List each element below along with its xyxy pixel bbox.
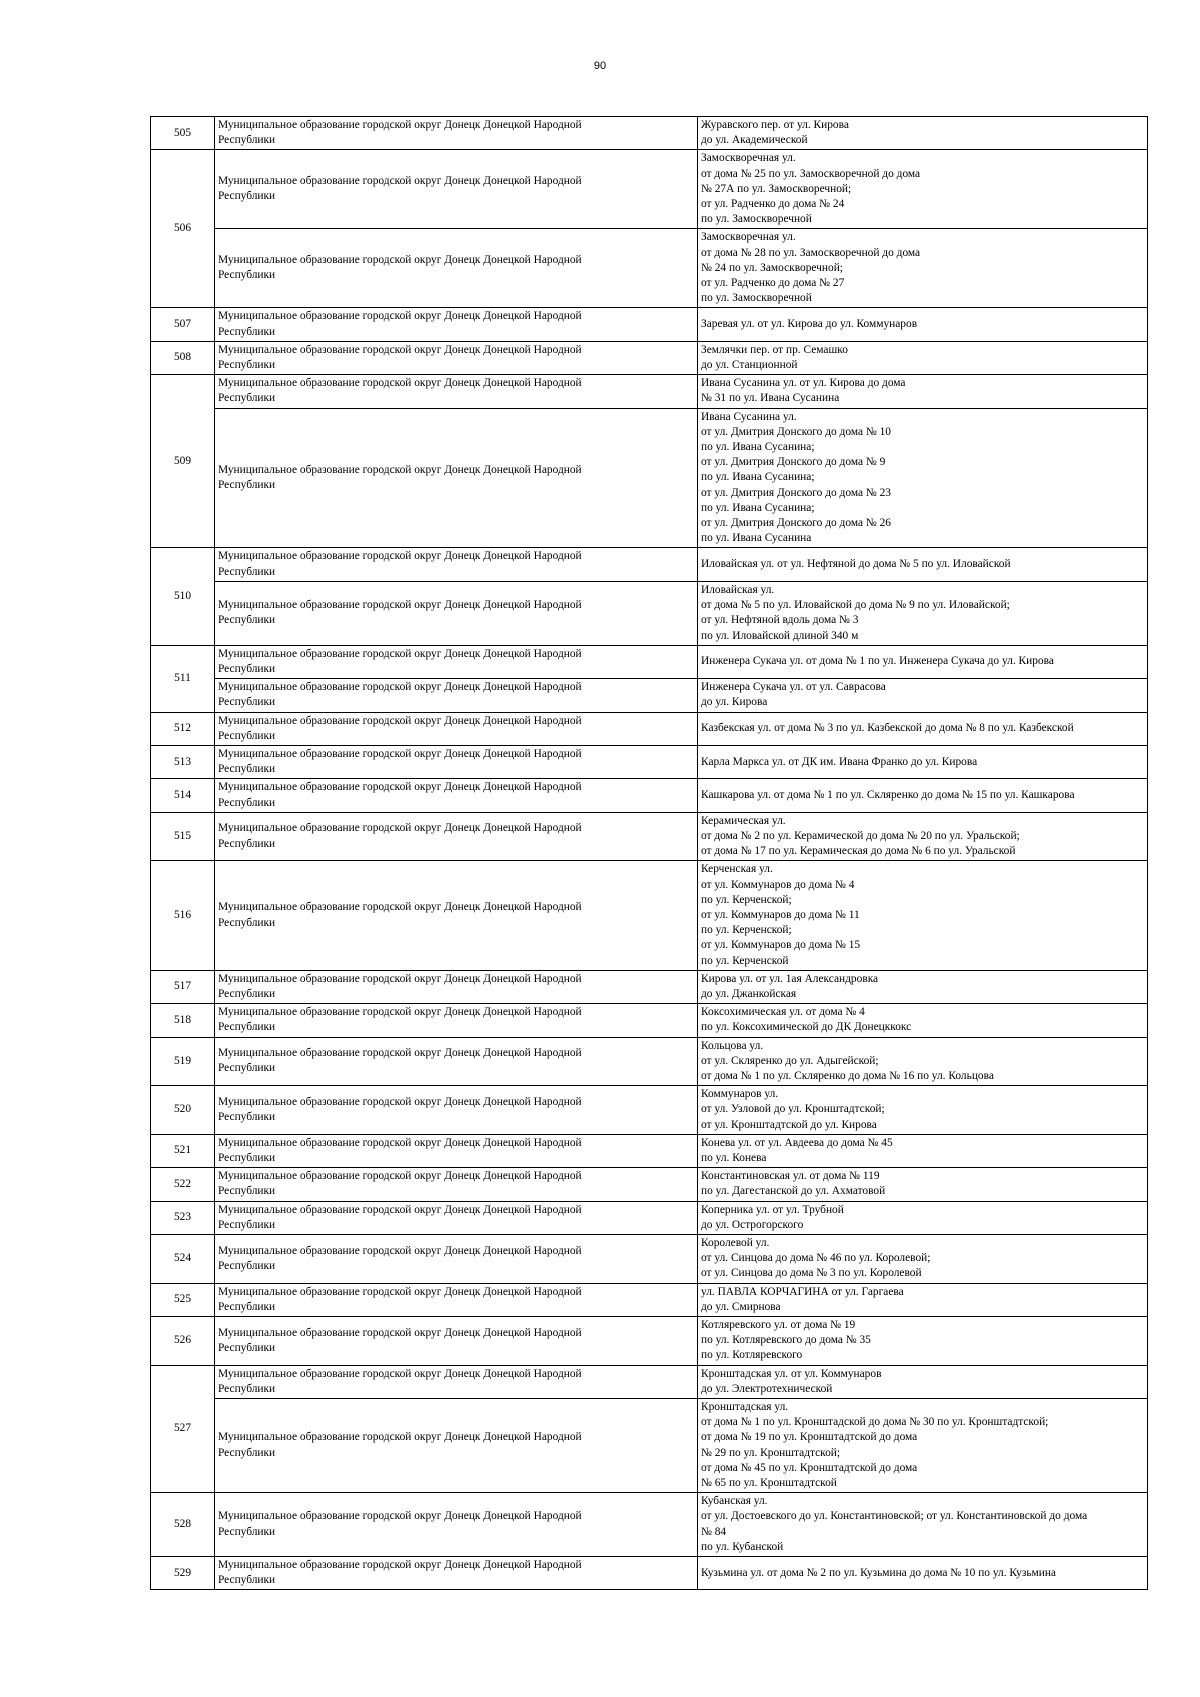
municipality-cell: Муниципальное образование городской округ Донецк Донецкой Народной Республики [215,1134,698,1167]
row-number: 529 [151,1557,215,1590]
row-number: 527 [151,1365,215,1493]
row-number: 524 [151,1235,215,1284]
street-cell: Инженера Сукача ул. от ул. Саврасова до ул. Кирова [698,679,1148,712]
street-cell: Замоскворечная ул. от дома № 28 по ул. Замоскворечной до дома № 24 по ул. Замоскворечной; от ул. Радченко до дома № 27 по ул. Замоскворечной [698,229,1148,308]
roads-table [150,116,1148,1590]
street-cell: Керченская ул. от ул. Коммунаров до дома № 4 по ул. Керченской; от ул. Коммунаров до дома № 11 по ул. Керченской; от ул. Коммунаров до дома № 15 по ул. Керченской [698,861,1148,970]
municipality-cell: Муниципальное образование городской округ Донецк Донецкой Народной Республики [215,1004,698,1037]
row-number: 516 [151,861,215,970]
row-number: 522 [151,1168,215,1201]
street-cell: Землячки пер. от пр. Семашко до ул. Станционной [698,341,1148,374]
table-row [151,745,1148,778]
table-row [151,1283,1148,1316]
row-number: 505 [151,117,215,150]
street-cell: Ивана Сусанина ул. от ул. Кирова до дома № 31 по ул. Ивана Сусанина [698,375,1148,408]
municipality-cell: Муниципальное образование городской округ Донецк Донецкой Народной Республики [215,408,698,548]
street-cell: Кубанская ул. от ул. Достоевского до ул. Константиновской; от ул. Константиновской до дома № 84 по ул. Кубанской [698,1493,1148,1557]
municipality-cell: Муниципальное образование городской округ Донецк Донецкой Народной Республики [215,308,698,341]
row-number: 517 [151,970,215,1003]
row-number: 509 [151,375,215,548]
table-row [151,408,1148,548]
street-cell: Журавского пер. от ул. Кирова до ул. Академической [698,117,1148,150]
municipality-cell: Муниципальное образование городской округ Донецк Донецкой Народной Республики [215,1493,698,1557]
street-cell: Конева ул. от ул. Авдеева до дома № 45 по ул. Конева [698,1134,1148,1167]
street-cell: Королевой ул. от ул. Синцова до дома № 46 по ул. Королевой; от ул. Синцова до дома № 3 по ул. Королевой [698,1235,1148,1284]
row-number: 515 [151,812,215,861]
municipality-cell: Муниципальное образование городской округ Донецк Донецкой Народной Республики [215,1168,698,1201]
street-cell: Кирова ул. от ул. 1ая Александровка до ул. Джанкойская [698,970,1148,1003]
street-cell: Казбекская ул. от дома № 3 по ул. Казбекской до дома № 8 по ул. Казбекской [698,712,1148,745]
table-row [151,341,1148,374]
municipality-cell: Муниципальное образование городской округ Донецк Донецкой Народной Республики [215,117,698,150]
municipality-cell: Муниципальное образование городской округ Донецк Донецкой Народной Республики [215,375,698,408]
table-row [151,1134,1148,1167]
municipality-cell: Муниципальное образование городской округ Донецк Донецкой Народной Республики [215,341,698,374]
row-number: 514 [151,779,215,812]
table-row [151,1004,1148,1037]
row-number: 511 [151,645,215,712]
row-number: 525 [151,1283,215,1316]
municipality-cell: Муниципальное образование городской округ Донецк Донецкой Народной Республики [215,229,698,308]
table-body [151,117,1148,1590]
municipality-cell: Муниципальное образование городской округ Донецк Донецкой Народной Республики [215,1557,698,1590]
table-row [151,712,1148,745]
street-cell: Кронштадская ул. от ул. Коммунаров до ул. Электротехнической [698,1365,1148,1398]
row-number: 507 [151,308,215,341]
street-cell: Иловайская ул. от дома № 5 по ул. Иловайской до дома № 9 по ул. Иловайской; от ул. Нефтяной вдоль дома № 3 по ул. Иловайской длиной 340 м [698,581,1148,645]
municipality-cell: Муниципальное образование городской округ Донецк Донецкой Народной Республики [215,679,698,712]
table-row [151,970,1148,1003]
street-cell: ул. ПАВЛА КОРЧАГИНА от ул. Гаргаева до ул. Смирнова [698,1283,1148,1316]
municipality-cell: Муниципальное образование городской округ Донецк Донецкой Народной Республики [215,548,698,581]
street-cell: Кольцова ул. от ул. Скляренко до ул. Адыгейской; от дома № 1 по ул. Скляренко до дома № 16 по ул. Кольцова [698,1037,1148,1086]
row-number: 521 [151,1134,215,1167]
street-cell: Коммунаров ул. от ул. Узловой до ул. Кронштадтской; от ул. Кронштадтской до ул. Кирова [698,1086,1148,1135]
municipality-cell: Муниципальное образование городской округ Донецк Донецкой Народной Республики [215,970,698,1003]
table-row [151,1037,1148,1086]
table-row [151,1086,1148,1135]
row-number: 512 [151,712,215,745]
street-cell: Ивана Сусанина ул. от ул. Дмитрия Донского до дома № 10 по ул. Ивана Сусанина; от ул. Дмитрия Донского до дома № 9 по ул. Ивана Сусанина; от ул. Дмитрия Донского до дома № 23 по ул. Ивана Сусанина; от ул. Дмитрия Донского до дома № 26 по ул. Ивана Сусанина [698,408,1148,548]
table-row [151,1493,1148,1557]
table-row [151,861,1148,970]
table-row [151,581,1148,645]
table-row [151,308,1148,341]
row-number: 528 [151,1493,215,1557]
municipality-cell: Муниципальное образование городской округ Донецк Донецкой Народной Республики [215,745,698,778]
table-row [151,375,1148,408]
table-row [151,1557,1148,1590]
table-row [151,779,1148,812]
row-number: 519 [151,1037,215,1086]
table-row [151,229,1148,308]
street-cell: Кузьмина ул. от дома № 2 по ул. Кузьмина до дома № 10 по ул. Кузьмина [698,1557,1148,1590]
table-row [151,1399,1148,1493]
row-number: 513 [151,745,215,778]
table-row [151,1317,1148,1366]
street-cell: Карла Маркса ул. от ДК им. Ивана Франко до ул. Кирова [698,745,1148,778]
row-number: 518 [151,1004,215,1037]
street-cell: Заревая ул. от ул. Кирова до ул. Коммунаров [698,308,1148,341]
table-row [151,1365,1148,1398]
street-cell: Керамическая ул. от дома № 2 по ул. Керамической до дома № 20 по ул. Уральской; от дома № 17 по ул. Керамическая до дома № 6 по ул. Уральской [698,812,1148,861]
table-row [151,1235,1148,1284]
table-row [151,548,1148,581]
street-cell: Кашкарова ул. от дома № 1 по ул. Скляренко до дома № 15 по ул. Кашкарова [698,779,1148,812]
table-row [151,150,1148,229]
table-row [151,1168,1148,1201]
municipality-cell: Муниципальное образование городской округ Донецк Донецкой Народной Республики [215,1283,698,1316]
street-cell: Коперника ул. от ул. Трубной до ул. Острогорского [698,1201,1148,1234]
row-number: 508 [151,341,215,374]
municipality-cell: Муниципальное образование городской округ Донецк Донецкой Народной Республики [215,1235,698,1284]
municipality-cell: Муниципальное образование городской округ Донецк Донецкой Народной Республики [215,861,698,970]
municipality-cell: Муниципальное образование городской округ Донецк Донецкой Народной Республики [215,1365,698,1398]
municipality-cell: Муниципальное образование городской округ Донецк Донецкой Народной Республики [215,581,698,645]
page-number: 90 [593,60,607,72]
municipality-cell: Муниципальное образование городской округ Донецк Донецкой Народной Республики [215,1317,698,1366]
table-row [151,1201,1148,1234]
row-number: 520 [151,1086,215,1135]
municipality-cell: Муниципальное образование городской округ Донецк Донецкой Народной Республики [215,812,698,861]
street-cell: Инженера Сукача ул. от дома № 1 по ул. Инженера Сукача до ул. Кирова [698,645,1148,678]
row-number: 510 [151,548,215,645]
row-number: 523 [151,1201,215,1234]
table-row [151,117,1148,150]
street-cell: Иловайская ул. от ул. Нефтяной до дома № 5 по ул. Иловайской [698,548,1148,581]
street-cell: Коксохимическая ул. от дома № 4 по ул. Коксохимической до ДК Донецккокс [698,1004,1148,1037]
row-number: 506 [151,150,215,308]
street-cell: Замоскворечная ул. от дома № 25 по ул. Замоскворечной до дома № 27А по ул. Замоскворечной; от ул. Радченко до дома № 24 по ул. Замоскворечной [698,150,1148,229]
row-number: 526 [151,1317,215,1366]
street-cell: Константиновская ул. от дома № 119 по ул. Дагестанской до ул. Ахматовой [698,1168,1148,1201]
table-row [151,679,1148,712]
municipality-cell: Муниципальное образование городской округ Донецк Донецкой Народной Республики [215,645,698,678]
street-cell: Кронштадская ул. от дома № 1 по ул. Кронштадской до дома № 30 по ул. Кронштадтской; от дома № 19 по ул. Кронштадтской до дома № 29 по ул. Кронштадтской; от дома № 45 по ул. Кронштадтской до дома № 65 по ул. Кронштадтской [698,1399,1148,1493]
municipality-cell: Муниципальное образование городской округ Донецк Донецкой Народной Республики [215,1086,698,1135]
municipality-cell: Муниципальное образование городской округ Донецк Донецкой Народной Республики [215,1201,698,1234]
street-cell: Котляревского ул. от дома № 19 по ул. Котляревского до дома № 35 по ул. Котляревского [698,1317,1148,1366]
municipality-cell: Муниципальное образование городской округ Донецк Донецкой Народной Республики [215,150,698,229]
municipality-cell: Муниципальное образование городской округ Донецк Донецкой Народной Республики [215,712,698,745]
table-row [151,645,1148,678]
municipality-cell: Муниципальное образование городской округ Донецк Донецкой Народной Республики [215,779,698,812]
table-row [151,812,1148,861]
municipality-cell: Муниципальное образование городской округ Донецк Донецкой Народной Республики [215,1399,698,1493]
municipality-cell: Муниципальное образование городской округ Донецк Донецкой Народной Республики [215,1037,698,1086]
